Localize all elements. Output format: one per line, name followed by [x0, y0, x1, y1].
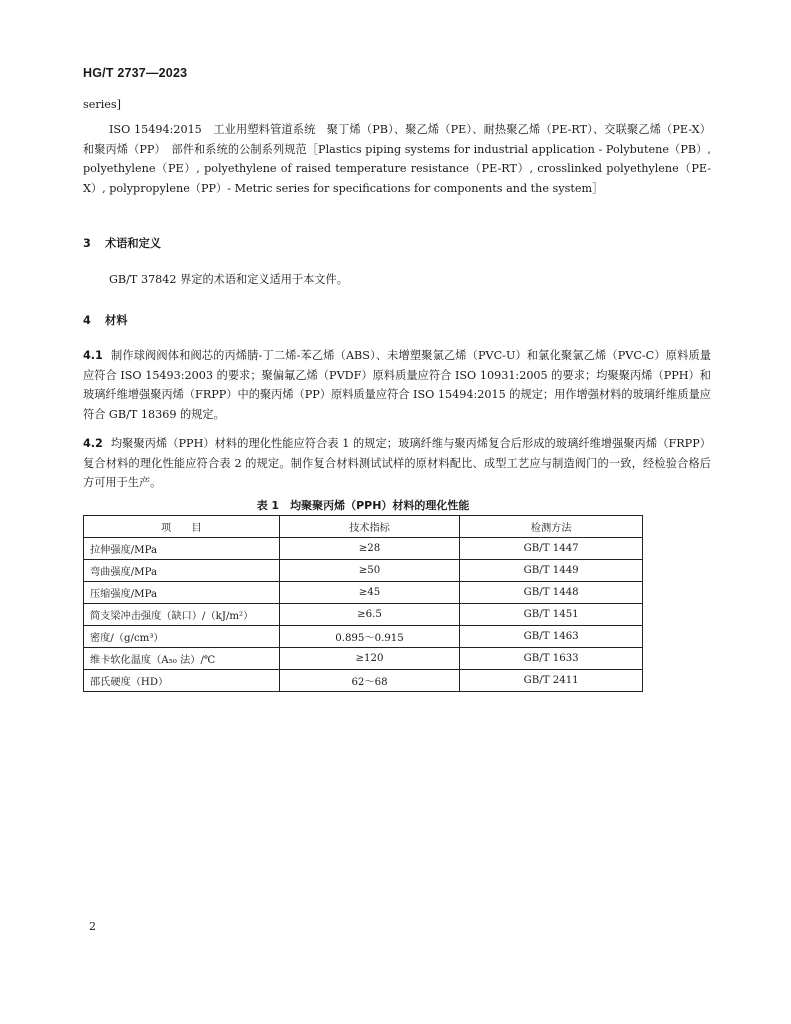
clause-4-1-number: 4.1	[83, 349, 103, 362]
row-spec: ≥120	[279, 648, 460, 670]
page-number: 2	[89, 920, 96, 933]
row-item: 维卡软化温度（A₅₀ 法）/℃	[84, 648, 280, 670]
document-header: HG/T 2737—2023	[83, 66, 188, 80]
section-4-heading	[83, 312, 127, 328]
row-item: 密度/（g/cm³）	[84, 626, 280, 648]
table-row	[84, 626, 643, 648]
clause-4-2	[83, 434, 711, 493]
row-method: GB/T 1633	[460, 648, 643, 670]
section-3-number: 3	[83, 237, 91, 250]
row-spec: ≥28	[279, 538, 460, 560]
section-3-title: 术语和定义	[105, 237, 161, 250]
row-spec: ≥50	[279, 560, 460, 582]
section-3-heading	[83, 235, 161, 251]
table-row	[84, 538, 643, 560]
reference-iso-15494: ISO 15494:2015 工业用塑料管道系统 聚丁烯（PB）、聚乙烯（PE）、耐热聚乙烯（PE-RT）、交联聚乙烯（PE-X）和聚丙烯（PP） 部件和系统的公制系列规范［Plastics piping systems for industrial application - Polybutene（PB）, polyethylene（PE）, polyethylene of raised temperature resistance（PE-RT）, crosslinked polyethylene（PE-X）, polypropylene（PP）- Metric series for specifications for components and the system］	[83, 123, 711, 195]
row-method: GB/T 1449	[460, 560, 643, 582]
section-4-number: 4	[83, 314, 91, 327]
row-method: GB/T 1451	[460, 604, 643, 626]
clause-4-2-text: 均聚聚丙烯（PPH）材料的理化性能应符合表 1 的规定；玻璃纤维与聚丙烯复合后形成的玻璃纤维增强聚丙烯（FRPP）复合材料的理化性能应符合表 2 的规定。制作复合材料测试试样的原材料配比、成型工艺应与制造阀门的一致，经检验合格后方可用于生产。	[83, 437, 711, 489]
row-method: GB/T 1463	[460, 626, 643, 648]
row-item: 邵氏硬度（HD）	[84, 670, 280, 692]
clause-4-2-number: 4.2	[83, 437, 103, 450]
table-1-caption: 表 1 均聚聚丙烯（PPH）材料的理化性能	[256, 499, 470, 512]
table-row	[84, 648, 643, 670]
row-item: 压缩强度/MPa	[84, 582, 280, 604]
table-row	[84, 560, 643, 582]
clause-4-1	[83, 346, 711, 424]
row-item: 拉伸强度/MPa	[84, 538, 280, 560]
table-row	[84, 582, 643, 604]
row-spec: 0.895～0.915	[279, 626, 460, 648]
table-row	[84, 670, 643, 692]
row-spec: ≥45	[279, 582, 460, 604]
section-3-text: GB/T 37842 界定的术语和定义适用于本文件。	[109, 273, 348, 286]
clause-4-1-text: 制作球阀阀体和阀芯的丙烯腈-丁二烯-苯乙烯（ABS）、未增塑聚氯乙烯（PVC-U）和氯化聚氯乙烯（PVC-C）原料质量应符合 ISO 15493:2003 的要求；聚偏氟乙烯（PVDF）原料质量应符合 ISO 10931:2005 的要求；均聚聚丙烯（PPH）和玻璃纤维增强聚丙烯（FRPP）中的聚丙烯（PP）原料质量应符合 ISO 15494:2015 的规定；用作增强材料的玻璃纤维质量应符合 GB/T 18369 的规定。	[83, 349, 711, 421]
row-spec: ≥6.5	[279, 604, 460, 626]
table-row	[84, 604, 643, 626]
row-method: GB/T 1447	[460, 538, 643, 560]
table-header-row	[84, 516, 643, 538]
header-item: 项 目	[84, 516, 280, 538]
header-method: 检测方法	[460, 516, 643, 538]
row-item: 简支梁冲击强度（缺口）/（kJ/m²）	[84, 604, 280, 626]
table-1	[83, 515, 643, 692]
reference-continuation: series]	[83, 98, 122, 111]
row-spec: 62～68	[279, 670, 460, 692]
section-4-title: 材料	[105, 314, 128, 327]
row-method: GB/T 1448	[460, 582, 643, 604]
row-method: GB/T 2411	[460, 670, 643, 692]
header-spec: 技术指标	[279, 516, 460, 538]
row-item: 弯曲强度/MPa	[84, 560, 280, 582]
